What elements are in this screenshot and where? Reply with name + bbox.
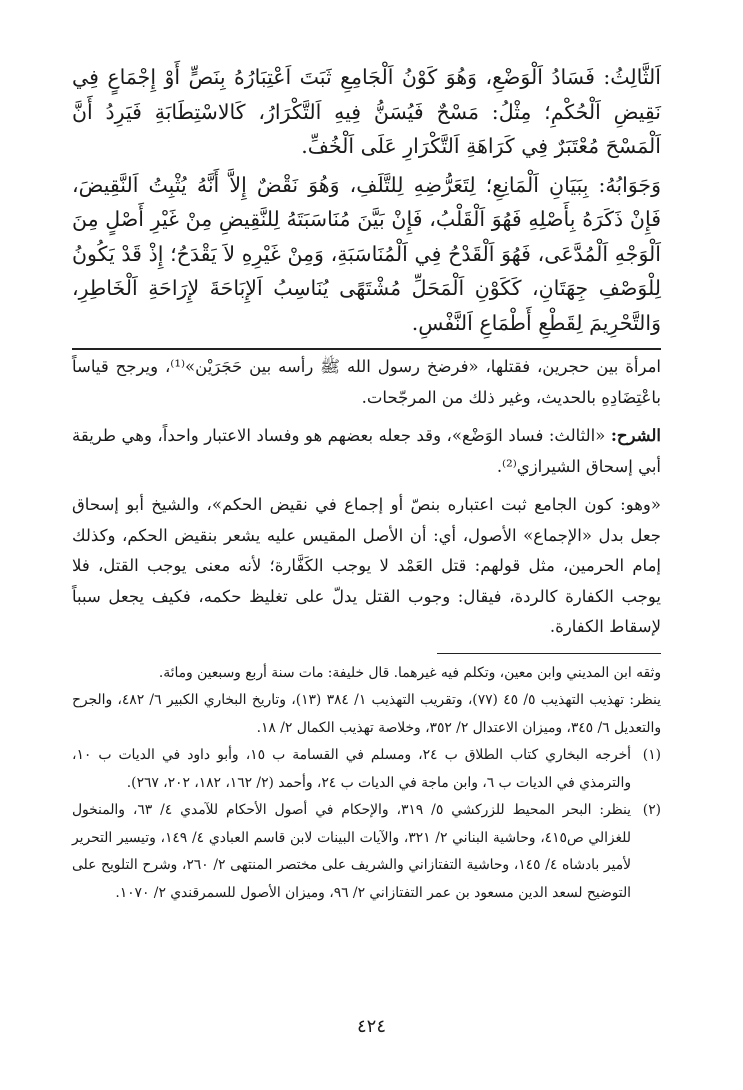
- footnote-1-number: (١): [642, 747, 661, 763]
- footnote-2: [72, 797, 661, 907]
- main-text: [72, 60, 661, 340]
- footnote-continuation-1: وثقه ابن المديني وابن معين، وتكلم فيه غيرهما. قال خليفة: مات سنة أربع وسبعين ومائة.: [158, 664, 661, 681]
- commentary-paragraph-2: «وهو: كون الجامع ثبت اعتباره بنصّ أو إجماع في نقيض الحكم»، والشيخ أبو إسحاق جعل بدل «الإجماع» الأصول، أي: أن الأصل المقيس عليه يشعر بنقيض الحكم، وكذلك إمام الحرمين، مثل قولهم: قتل العَمْد لا يوجب الكَفَّارة؛ لأنه معنى يوجب القتل، فلا يوجب الكفارة كالردة، فيقال: وجوب القتل يدلّ على تغليظ حكمه، فكيف يجعل سبباً لإسقاط الكفارة.: [72, 495, 661, 636]
- footnote-2-text: ينظر: البحر المحيط للزركشي ٥/ ٣١٩، والإحكام في أصول الأحكام للآمدي ٤/ ٦٣، والمنخول للغزالي ص٤١٥، وحاشية البناني ٢/ ٣٢١، والآيات البينات لابن قاسم العبادي ٤/ ١٤٩، وتيسير التحرير لأمير بادشاه ٤/ ١٤٥، وحاشية التفتازاني والشريف على مختصر المنتهى ٢/ ٢٦٠، وشرح التلويح على التوضيح لسعد الدين مسعود بن عمر التفتازاني ٢/ ٩٦، وميزان الأصول للسمرقندي ٢/ ١٠٧٠.: [72, 802, 631, 901]
- footnote-1: [72, 742, 661, 797]
- main-text-paragraph-2: وَجَوَابُهُ: بِبَيَانِ اَلْمَانِعِ؛ لِتَعَرُّضِهِ لِلتَّلَفِ، وَهُوَ نَقْضٌ إِلاَّ أَنَّهُ يُثْبِتُ اَلنَّقِيضَ، فَإِنْ ذَكَرَهُ بِأَصْلِهِ فَهُوَ اَلْقَلْبُ، فَإِنْ بَيَّنَ مُنَاسَبَتَهُ لِلنَّقِيضِ مِنْ غَيْرِ أَصْلٍ مِنَ اَلْوَجْهِ اَلْمُدَّعَى، فَهُوَ اَلْقَدْحُ فِي اَلْمُنَاسَبَةِ، وَمِنْ غَيْرِهِ لاَ يَقْدَحُ؛ إِذْ قَدْ يَكُونُ لِلْوَصْفِ جِهَتَانِ، كَكَوْنِ اَلْمَحَلِّ مُشْتَهًى يُنَاسِبُ اَلإِبَاحَةَ لإِرَاحَةِ اَلْخَاطِرِ، وَالتَّحْرِيمَ لِقَطْعِ أَطْمَاعِ اَلنَّفْسِ.: [72, 172, 661, 335]
- page-number: ٤٢٤: [356, 1016, 386, 1037]
- footnote-1-text: أخرجه البخاري كتاب الطلاق ب ٢٤، ومسلم في القسامة ب ١٥، وأبو داود في الديات ب ١٠، والترمذي في الديات ب ٦، وابن ماجة في الديات ب ٢٤، وأحمد (٢/ ١٦٢، ١٨٢، ٢٠٢، ٢٦٧).: [72, 747, 631, 791]
- commentary-paragraph-1: [72, 421, 661, 482]
- commentary: [72, 352, 661, 643]
- footnote-divider: [437, 653, 661, 654]
- footnotes: [72, 660, 661, 908]
- commentary-label: الشرح:: [610, 426, 661, 445]
- main-text-paragraph-1: اَلثَّالِثُ: فَسَادُ اَلْوَضْعِ، وَهُوَ كَوْنُ اَلْجَامِعِ ثَبَتَ اَعْتِبَارُهُ بِنَصٍّ أَوْ إِجْمَاعٍ فِي نَقِيضِ اَلْحُكْمِ؛ مِثْلُ: مَسْحٌ فَيُسَنُّ فِيهِ اَلتَّكْرَارُ، كَالاسْتِطَابَةِ فَيَرِدُ أَنَّ اَلْمَسْحَ مُعْتَبَرٌ فِي كَرَاهَةِ اَلتَّكْرَارِ عَلَى اَلْخُفِّ.: [72, 65, 661, 158]
- footnote-2-number: (٢): [642, 802, 661, 818]
- commentary-continuation: امرأة بين حجرين، فقتلها، «فرضخ رسول الله ﷺ رأسه بين حَجَرَيْن»⁽¹⁾، ويرجح قياساً باعْتِضَادِهِ بالحديث، وغير ذلك من المرجّحات.: [72, 357, 661, 407]
- footnote-continuation-2: ينظر: تهذيب التهذيب ٥/ ٤٥ (٧٧)، وتقريب التهذيب ١/ ٣٨٤ (١٣)، وتاريخ البخاري الكبير ٦/ ٤٨٢، والجرح والتعديل ٦/ ٣٤٥، وميزان الاعتدال ٢/ ٣٥٢، وخلاصة تهذيب الكمال ٢/ ١٨.: [72, 692, 661, 736]
- commentary-paragraph-1-text: «الثالث: فساد الوَضْع»، وقد جعله بعضهم هو وفساد الاعتبار واحداً، وهي طريقة أبي إسحاق الشيرازي⁽²⁾.: [72, 426, 661, 476]
- main-text-divider: [72, 348, 661, 350]
